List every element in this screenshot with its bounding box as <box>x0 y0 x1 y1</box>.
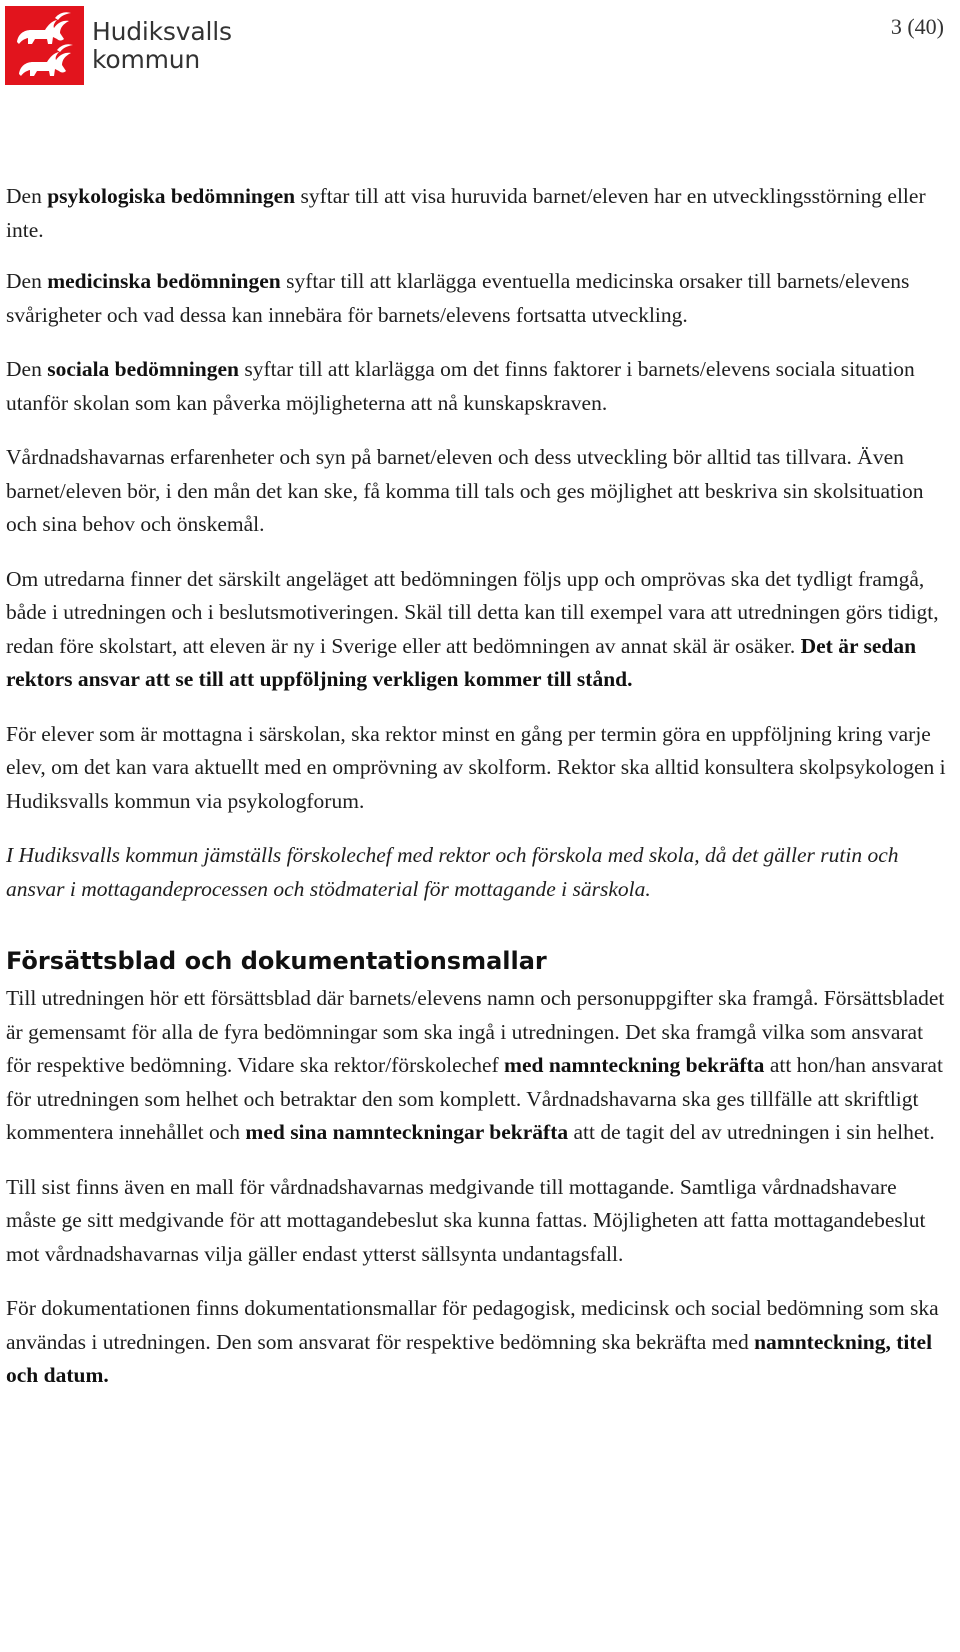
hudiksvalls-kommun-logo <box>5 6 232 85</box>
paragraph-medgivande: Till sist finns även en mall för vårdnadshavarnas medgivande till mottagande. Samtliga vårdnadshavare måste ge sitt medgivande för att mottagandebeslut ska kunna fattas. Möjligheten att fatta mottagandebeslut mot vårdnadshavarnas vilja gäller endast ytterst sällsynta undantagsfall. <box>6 1174 926 1266</box>
document-body <box>6 180 951 1414</box>
goat-emblem-icon <box>5 6 84 85</box>
paragraph-medicinsk: Den medicinska bedömningen syftar till att klarlägga eventuella medicinska orsaker till barnets/elevens svårigheter och vad dessa kan innebära för barnets/elevens fortsatta utveckling. <box>6 269 910 327</box>
logo-wordmark <box>92 18 232 74</box>
paragraph-social: Den sociala bedömningen syftar till att klarlägga om det finns faktorer i barnets/elevens sociala situation utanför skolan som kan påverka möjligheterna att nå kunskapskraven. <box>6 357 915 415</box>
logo-line-1: Hudiksvalls <box>92 16 232 46</box>
paragraph-vardnadshavare: Vårdnadshavarnas erfarenheter och syn på barnet/eleven och dess utveckling bör alltid tas tillvara. Även barnet/eleven bör, i den mån det kan ske, få komma till tals och ges möjlighet att beskriva sin skolsituation och sina behov och önskemål. <box>6 445 924 536</box>
paragraph-sarskola: För elever som är mottagna i särskolan, ska rektor minst en gång per termin göra en uppföljning kring varje elev, om det kan vara aktuellt med en omprövning av skolform. Rektor ska alltid konsultera skolpsykologen i Hudiksvalls kommun via psykologforum. <box>6 721 946 813</box>
paragraph-dokumentationsmallar: För dokumentationen finns dokumentationsmallar för pedagogisk, medicinsk och social bedömning som ska användas i utredningen. Den som ansvarat för respektive bedömning ska bekräfta med namnteckning, titel och datum. <box>6 1296 939 1387</box>
page-number: 3 (40) <box>890 14 944 39</box>
paragraph-forsattsblad: Till utredningen hör ett försättsblad där barnets/elevens namn och personuppgifter ska framgå. Försättsbladet är gemensamt för alla de fyra bedömningar som ska ingå i utredningen. Det ska framgå vilka som ansvarat för respektive bedömning. Vidare ska rektor/förskolechef med namnteckning bekräfta att hon/han ansvarat för utredningen som helhet och betraktar den som komplett. Vårdnadshavarna ska ges tillfälle att skriftligt kommentera innehållet och med sina namnteckningar bekräfta att de tagit del av utredningen i sin helhet. <box>6 986 945 1144</box>
section-heading: Försättsblad och dokumentationsmallar <box>6 947 547 975</box>
paragraph-uppfoljning: Om utredarna finner det särskilt angeläget att bedömningen följs upp och omprövas ska det tydligt framgå, både i utredningen och i beslutsmotiveringen. Skäl till detta kan till exempel vara att utredningen görs tidigt, redan före skolstart, att eleven är ny i Sverige eller att bedömningen av annat skäl är osäker. Det är sedan rektors ansvar att se till att uppföljning verkligen kommer till stånd. <box>6 566 939 691</box>
logo-line-2: kommun <box>92 44 201 74</box>
paragraph-psykologisk: Den psykologiska bedömningen syftar till att visa huruvida barnet/eleven har en utvecklingsstörning eller inte. <box>6 184 926 242</box>
paragraph-forskolechef-note: I Hudiksvalls kommun jämställs förskolechef med rektor och förskola med skola, då det gäller rutin och ansvar i mottagandeprocessen och stödmaterial för mottagande i särskola. <box>6 843 899 901</box>
